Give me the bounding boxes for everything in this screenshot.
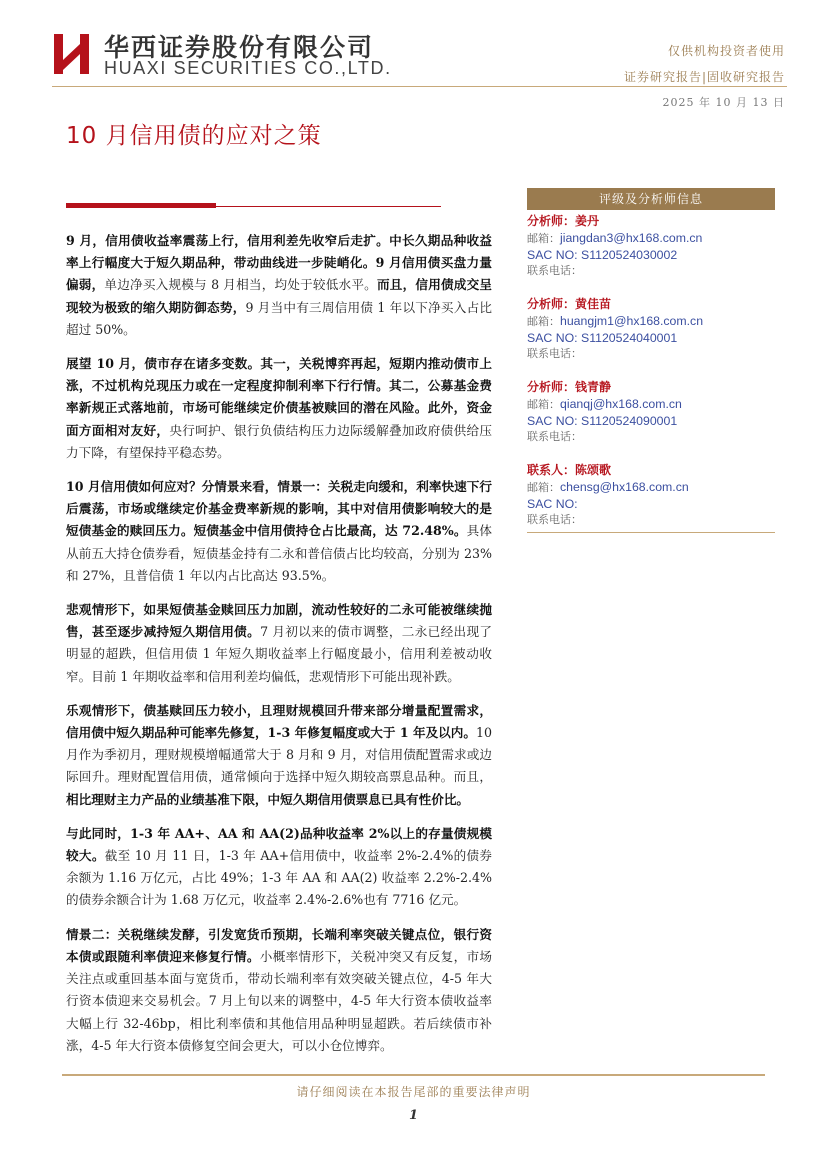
- tel-label: 联系电话：: [527, 264, 582, 277]
- audience-note: 仅供机构投资者使用: [667, 44, 785, 58]
- analyst-card: [527, 295, 775, 362]
- page-number: 1: [408, 1108, 419, 1123]
- analyst-info-header: 评级及分析师信息: [527, 188, 775, 210]
- sac-label: SAC NO:: [527, 497, 578, 511]
- paragraph-7: [66, 924, 492, 1057]
- p6-bold: 与此同时，1-3 年 AA+、AA 和 AA(2)品种收益率 2%以上的存量债规模较大。: [66, 825, 492, 864]
- p1-bold-2: 而且，信用债成交呈现较为极致的缩久期防御态势，: [66, 277, 493, 315]
- sac-label: SAC NO:: [527, 414, 578, 428]
- p3-bold: 10 月信用债如何应对？分情景来看，情景一：关税走向缓和，利率快速下行后震荡，市场或继续定价基金费率新规的影响，其中对信用债影响较大的是短债基金的赎回压力。短债基金中信用债持仓占比最高，达 72.48%。: [66, 479, 492, 539]
- paragraph-4: [66, 599, 492, 688]
- title-accent-bar: [66, 203, 216, 208]
- tel-label: 联系电话：: [527, 347, 582, 360]
- p4-bold: 悲观情形下，如果短债基金赎回压力加剧，流动性较好的二永可能被继续抛售，甚至逐步减持短久期信用债。: [66, 602, 492, 640]
- paragraph-3: [66, 476, 492, 587]
- email-label: 邮箱：: [527, 398, 560, 411]
- header-divider: [52, 86, 787, 87]
- analyst-sac: S1120524030002: [581, 248, 678, 262]
- analyst-name: 分析师：黄佳苗: [527, 297, 612, 311]
- report-body: [66, 230, 492, 1069]
- company-name-cn: 华西证券股份有限公司: [104, 33, 375, 62]
- email-label: 邮箱：: [527, 232, 560, 245]
- company-name-en: HUAXI SECURITIES CO.,LTD.: [104, 58, 392, 78]
- analyst-card: [527, 212, 775, 279]
- p5-bold: 乐观情形下，债基赎回压力较小，且理财规模回升带来部分增量配置需求，信用债中短久期品种可能率先修复，1-3 年修复幅度或大于 1 年及以内。: [66, 702, 492, 741]
- footer-divider: [62, 1074, 765, 1076]
- analyst-card: [527, 378, 775, 445]
- analyst-email[interactable]: huangjm1@hx168.com.cn: [560, 314, 704, 328]
- analyst-sac: S1120524090001: [581, 414, 678, 428]
- p7-bold: 情景二：关税继续发酵，引发宽货币预期，长端利率突破关键点位，银行资本债或跟随利率债迎来修复行情。: [66, 926, 492, 964]
- p6-text: 截至 10 月 11 日，1-3 年 AA+信用债中，收益率 2%-2.4%的债券余额为 1.16 万亿元，占比 49%；1-3 年 AA 和 AA(2) 收益率 2.2%-2.4%的债券余额合计为 1.68 万亿元，收益率 2.4%-2.6%也有 7716 亿元。: [66, 848, 493, 908]
- p5-bold-2: 相比理财主力产品的业绩基准下限，中短久期信用债票息已具有性价比。: [66, 791, 469, 807]
- sidebar-divider: [527, 532, 775, 533]
- p1-text: 单边净买入规模与 8 月相当，均处于较低水平。: [104, 277, 377, 293]
- p1-text-2: 9 月当中有三周信用债 1 年以下净买入占比超过 50%。: [66, 299, 492, 337]
- tel-label: 联系电话：: [527, 430, 582, 443]
- paragraph-1: [66, 230, 492, 341]
- footer-disclaimer: 请仔细阅读在本报告尾部的重要法律声明: [296, 1085, 531, 1099]
- paragraph-2: [66, 353, 492, 464]
- email-label: 邮箱：: [527, 481, 560, 494]
- p3-text: 具体从前五大持仓债券看，短债基金持有二永和普信债占比均较高，分别为 23%和 27%，且普信债 1 年以内占比高达 93.5%。: [66, 523, 492, 583]
- p1-bold: 9 月，信用债收益率震荡上行，信用利差先收窄后走扩。中长久期品种收益率上行幅度大于短久期品种，带动曲线进一步陡峭化。9 月信用债买盘力量偏弱，: [66, 233, 492, 293]
- company-logo-icon: [52, 30, 92, 76]
- p5-text: 10 月作为季初月，理财规模增幅通常大于 8 月和 9 月，对信用债配置需求或边际回升。理财配置信用债，通常倾向于选择中短久期较高票息品种。而且，: [66, 725, 492, 785]
- sac-label: SAC NO:: [527, 248, 578, 262]
- p7-text: 小概率情形下，关税冲突又有反复，市场关注点或重回基本面与宽货币，带动长端利率有效突破关键点位，4-5 年大行资本债迎来交易机会。7 月上旬以来的调整中，4-5 年大行资本债收益率大幅上行 32-46bp，相比利率债和其他信用品种明显超跌。若后续债市补涨，4-5 年大行资本债修复空间会更大，可以小仓位博弈。: [66, 948, 493, 1053]
- paragraph-6: [66, 823, 492, 912]
- analyst-sac: S1120524040001: [581, 331, 678, 345]
- analyst-info-panel: [527, 212, 775, 544]
- paragraph-5: [66, 700, 492, 811]
- p2-text: 央行呵护、银行负债结构压力边际缓解叠加政府债供给压力下降，有望保持平稳态势。: [66, 422, 493, 460]
- p2-bold: 展望 10 月，债市存在诸多变数。其一，关税博弈再起，短期内推动债市上涨，不过机构兑现压力或在一定程度抑制利率下行行情。其二，公募基金费率新规正式落地前，市场可能继续定价债基被赎回的潜在风险。此外，资金面方面相对友好，: [66, 356, 492, 438]
- contact-card: [527, 461, 775, 528]
- email-label: 邮箱：: [527, 315, 560, 328]
- report-date: 2025 年 10 月 13 日: [662, 96, 785, 109]
- contact-email[interactable]: chensg@hx168.com.cn: [560, 480, 689, 494]
- analyst-email[interactable]: jiangdan3@hx168.com.cn: [560, 231, 703, 245]
- tel-label: 联系电话：: [527, 513, 582, 526]
- analyst-name: 分析师：钱青静: [527, 380, 612, 394]
- sac-label: SAC NO:: [527, 331, 578, 345]
- report-category: 证券研究报告|固收研究报告: [623, 70, 785, 84]
- contact-name: 联系人：陈颂歌: [527, 463, 612, 477]
- page-title: 10 月信用债的应对之策: [66, 123, 322, 149]
- analyst-name: 分析师：姜丹: [527, 214, 600, 228]
- analyst-email[interactable]: qianqj@hx168.com.cn: [560, 397, 682, 411]
- p4-text: 7 月初以来的债市调整，二永已经出现了明显的超跌，但信用债 1 年短久期收益率上行幅度最小，信用利差被动收窄。目前 1 年期收益率和信用利差均偏低，悲观情形下可能出现补跌。: [66, 624, 492, 684]
